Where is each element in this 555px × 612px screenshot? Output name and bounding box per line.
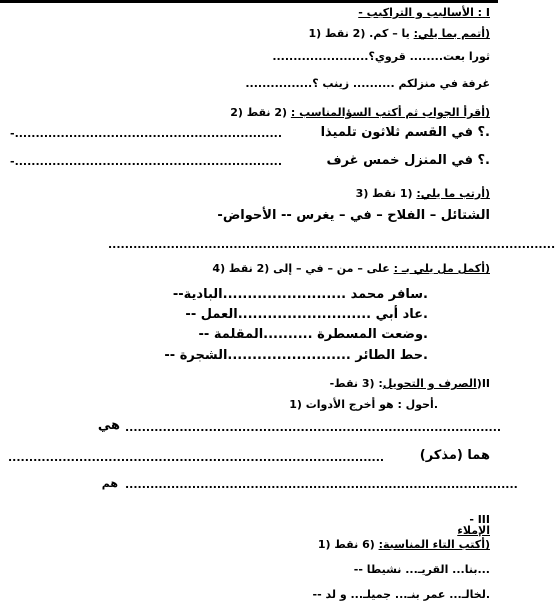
top-rule xyxy=(0,0,498,3)
q2-line-1: .؟ في القسم ثلاثون تلميذا xyxy=(320,125,490,140)
hum-answer[interactable]: .............................................................................................. xyxy=(125,478,518,491)
q2-line-2: .؟ في المنزل خمس غرف xyxy=(326,153,490,168)
sec3-q1-heading: (أكتب التاء المناسبة: (6 نقط (1 xyxy=(317,538,490,551)
q1-line-2[interactable]: غرفة في منزلكم .......... زينب ؟................ xyxy=(245,77,490,90)
hiya-label: هي xyxy=(97,418,120,433)
q4-heading: (أكمل مل يلي بـ : على – من – في – إلى (2 نقط (4 xyxy=(212,262,490,275)
huma-label: هما (مذكر) xyxy=(419,448,490,463)
q3-heading: (أرتب ما يلي: (1 نقط (3 xyxy=(355,187,490,200)
section-3-subtitle: الإملاء xyxy=(457,524,490,537)
q3-answer[interactable]: ........................................................................................................... xyxy=(108,238,555,251)
q2-answer-2[interactable]: -................................................................ xyxy=(10,155,283,168)
hum-label: هم xyxy=(101,477,118,490)
q4-line-3[interactable]: .وضعت المسطرة ..........المقلمة -- xyxy=(198,327,428,342)
q3-words: الشتائل – الفلاح – في – يغرس -- الأحواض- xyxy=(217,208,490,223)
q2-answer-1[interactable]: -................................................................ xyxy=(10,127,283,140)
q4-line-4[interactable]: .حط الطائر .........................الشجرة -- xyxy=(164,348,428,363)
section-3-title: III - xyxy=(469,513,490,526)
q1-line-1[interactable]: ثورا بعت........ قروي؟....................... xyxy=(272,50,490,63)
sec2-instruction: .أحول : هو أخرج الأدوات (1 xyxy=(289,398,438,411)
q4-line-1[interactable]: .سافر محمد .........................البادية-- xyxy=(172,287,428,302)
section-2-title: II(الصرف و التحويل: (3 نقط- xyxy=(329,377,490,390)
sec3-line-2[interactable]: .لخالـ... عمر بنـ... جميلـ... و لد -- xyxy=(312,588,490,601)
q4-line-2[interactable]: .عاد أبي ...........................العمل -- xyxy=(185,307,428,322)
section-1-title: I : الأساليب و التراكيب - xyxy=(358,6,490,19)
sec3-line-1[interactable]: ...بنا... القريـ... نشيطا -- xyxy=(353,563,490,576)
q2-heading: (أقرأ الجواب ثم أكتب السؤالمناسب : (2 نقط (2 xyxy=(230,106,490,119)
q1-heading: (أتمم بما يلي: يا – كم. (2 نقط (1 xyxy=(308,27,490,40)
huma-answer[interactable]: .......................................................................................... xyxy=(8,451,385,464)
hiya-answer[interactable]: .......................................................................................... xyxy=(125,421,502,434)
